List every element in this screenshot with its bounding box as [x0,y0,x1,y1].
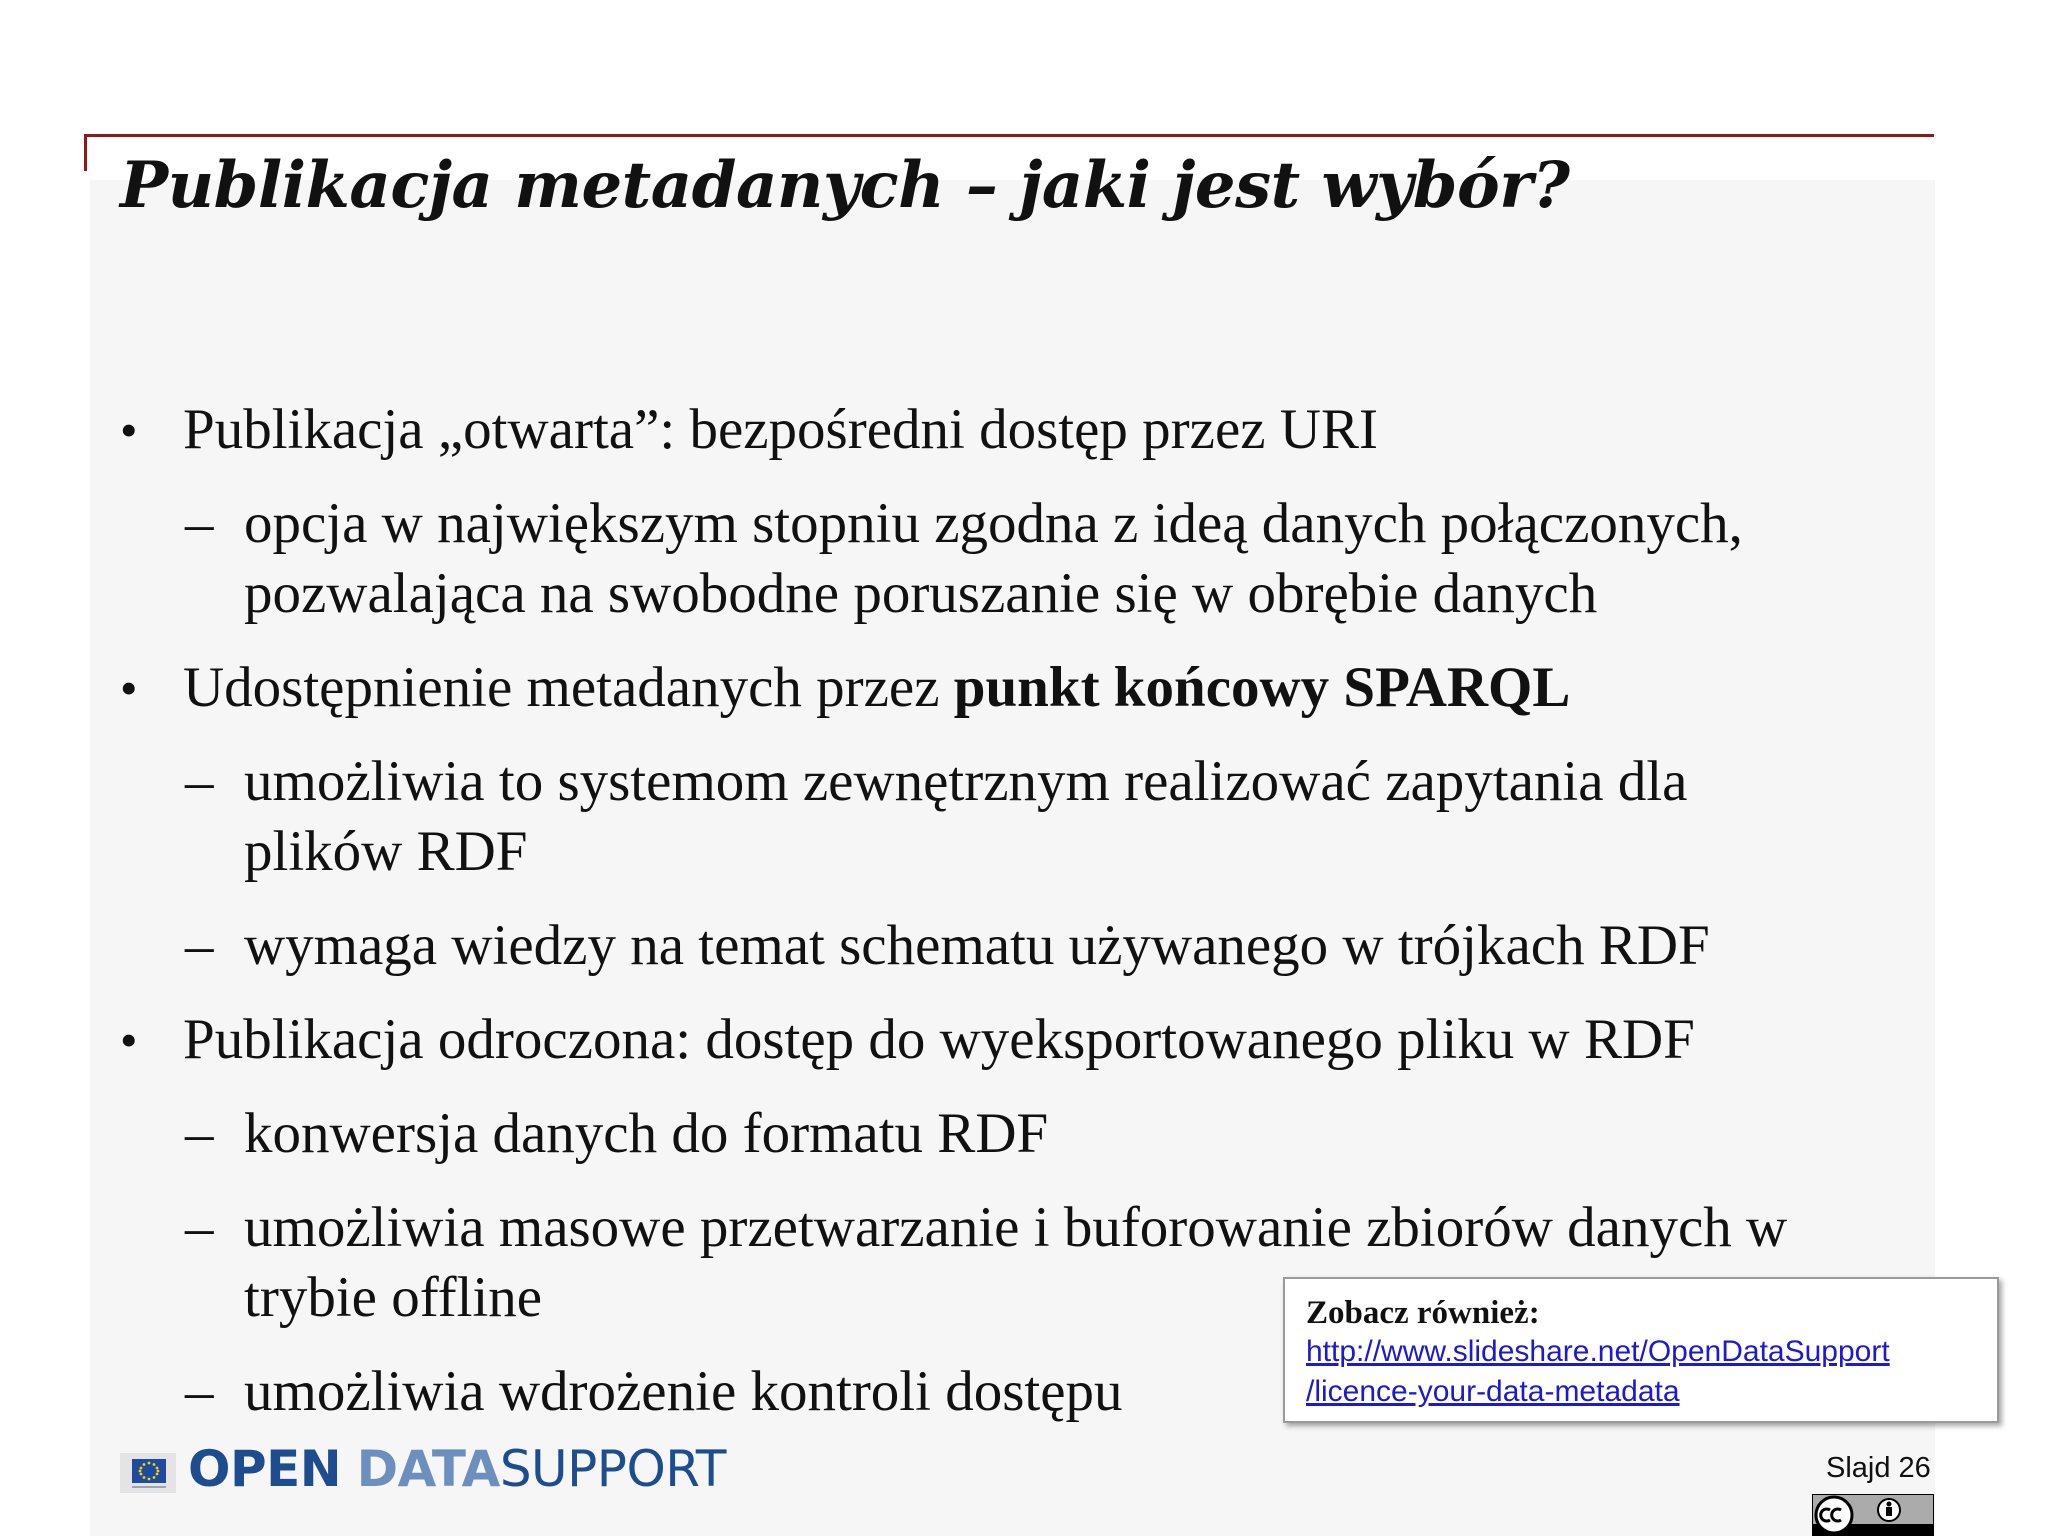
bullet-2-sub-1-line-1: umożliwia to systemom zewnętrznym realizować zapytania dla [244,750,1688,813]
bullet-3-sub-2-line-2: trybie offline [244,1266,543,1329]
bullet-marker: • [120,402,138,458]
bullet-3-sub-2-line-1: umożliwia masowe przetwarzanie i buforowanie zbiorów danych w [244,1196,1788,1259]
title-rule [84,134,1934,137]
bullet-2-sub-2-line-1: wymaga wiedzy na temat schematu używanego w trójkach RDF [244,914,1710,977]
bullet-2-sub-1-line-2: plików RDF [244,820,528,883]
cc-by-icon [1812,1494,1934,1536]
bullet-1-sub-1-line-1: opcja w największym stopniu zgodna z ideą danych połączonych, [244,492,1743,555]
dash-marker: – [185,750,214,813]
dash-marker: – [185,1360,214,1423]
bullet-3-sub-3-line-1: umożliwia wdrożenie kontroli dostępu [244,1360,1123,1423]
bullet-1-text: Publikacja „otwarta”: bezpośredni dostęp przez URI [183,398,1378,461]
bullet-2-text-plain: Udostępnienie metadanych przez [183,656,954,719]
dash-marker: – [185,1102,214,1165]
dash-marker: – [185,492,214,555]
logo-word-data: DATA [356,1440,500,1498]
logo-word-support: SUPPORT [499,1440,726,1498]
see-also-link-line-2[interactable]: /licence-your-data-metadata [1306,1375,1680,1408]
see-also-label: Zobacz również: [1306,1295,1540,1331]
bullet-3-sub-1-line-1: konwersja danych do formatu RDF [244,1102,1049,1165]
see-also-link-line-1[interactable]: http://www.slideshare.net/OpenDataSupport [1306,1335,1890,1368]
bullet-marker: • [120,1012,138,1068]
slide-number: Slajd 26 [1826,1452,1931,1484]
dash-marker: – [185,914,214,977]
open-data-support-logo [120,1439,726,1499]
logo-wordmark [188,1439,726,1499]
logo-word-open: OPEN [188,1440,342,1498]
slide-title: Publikacja metadanych – jaki jest wybór? [120,148,1570,223]
dash-marker: – [185,1196,214,1259]
see-also-box [1283,1277,1999,1423]
title-rule-tick [84,134,87,171]
bullet-3-text: Publikacja odroczona: dostęp do wyeksportowanego pliku w RDF [183,1008,1695,1071]
bullet-2-text [183,654,1570,722]
bullet-1-sub-1-line-2: pozwalająca na swobodne poruszanie się w obrębie danych [244,562,1598,625]
eu-flag-icon [120,1453,176,1493]
bullet-2-text-bold: punkt końcowy SPARQL [953,656,1571,719]
bullet-marker: • [120,660,138,716]
